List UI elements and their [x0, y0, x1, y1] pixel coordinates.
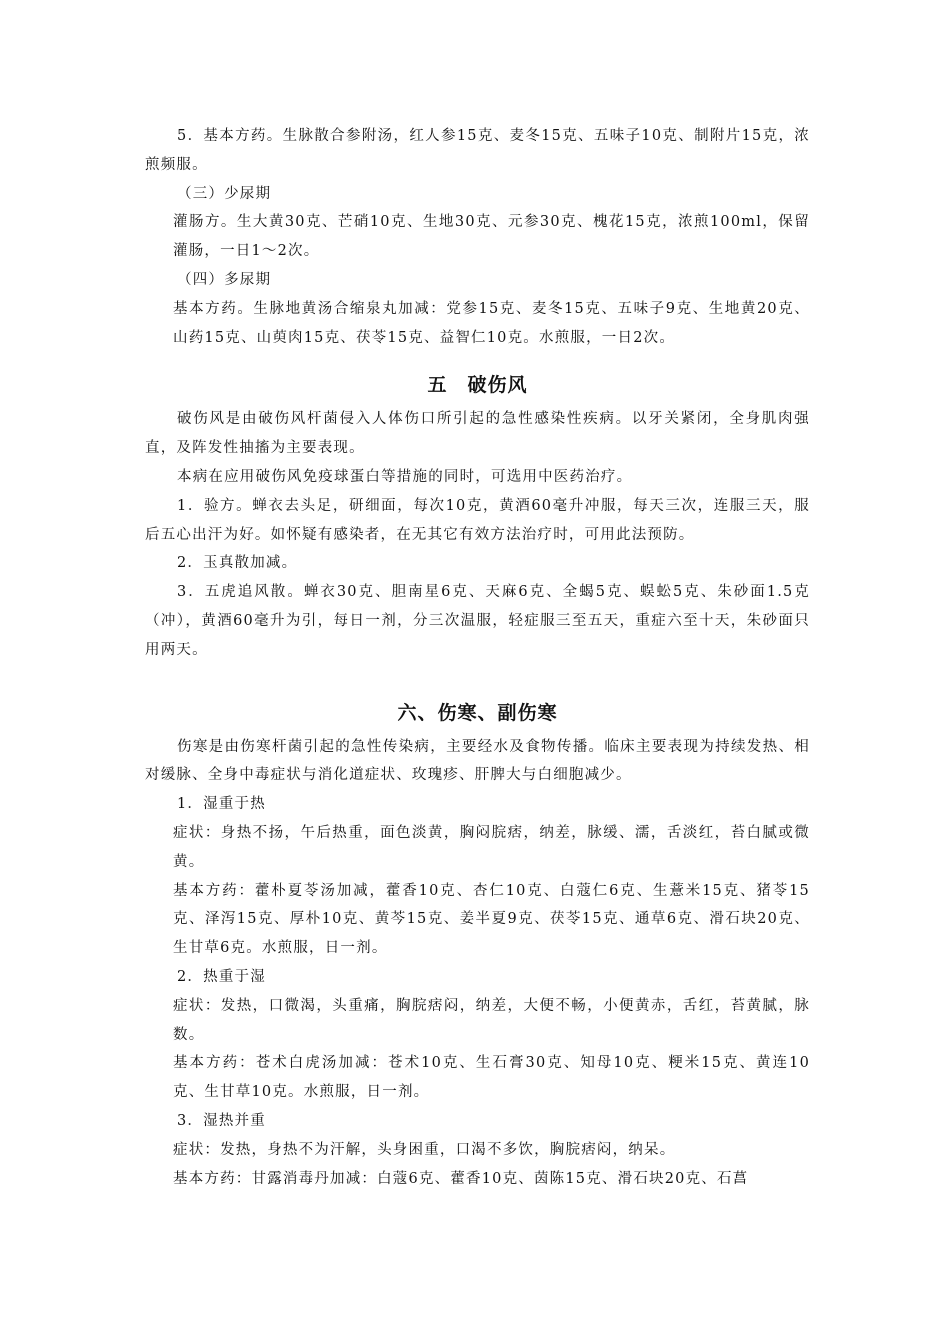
subheading-oliguria-stage: （三）少尿期: [177, 185, 272, 202]
paragraph-tetanus-formula-3: 3．五虎追风散。蝉衣30克、胆南星6克、天麻6克、全蝎5克、蜈蚣5克、朱砂面1.5克（冲），黄酒60毫升为引，每日一剂，分三次温服，轻症服三至五天，重症六至十天，朱砂面只用两天。: [145, 584, 810, 658]
item-heading-heat-over-damp: 2．热重于湿: [177, 968, 266, 985]
section-title-typhoid: 六、伤寒、副伤寒: [397, 701, 558, 724]
paragraph-polyuria-formula: 基本方药。生脉地黄汤合缩泉丸加减：党参15克、麦冬15克、五味子9克、生地黄20克、山药15克、山萸肉15克、茯苓15克、益智仁10克。水煎服，一日2次。: [173, 300, 810, 346]
paragraph-tetanus-definition: 破伤风是由破伤风杆菌侵入人体伤口所引起的急性感染性疾病。以牙关紧闭，全身肌肉强直，及阵发性抽搐为主要表现。: [145, 411, 810, 457]
item-symptoms-damp-over-heat: 症状：身热不扬，午后热重，面色淡黄，胸闷脘痞，纳差，脉缓、濡，舌淡红，苔白腻或微黄。: [173, 824, 810, 870]
item-heading-damp-over-heat: 1．湿重于热: [177, 796, 266, 813]
paragraph-typhoid-definition: 伤寒是由伤寒杆菌引起的急性传染病，主要经水及食物传播。临床主要表现为持续发热、相对缓脉、全身中毒症状与消化道症状、玫瑰疹、肝脾大与白细胞减少。: [145, 738, 810, 784]
item-formula-damp-over-heat: 基本方药：藿朴夏苓汤加减，藿香10克、杏仁10克、白蔻仁6克、生薏米15克、猪苓15克、泽泻15克、厚朴10克、黄芩15克、姜半夏9克、茯苓15克、通草6克、滑石块20克、生甘草6克。水煎服，日一剂。: [173, 882, 810, 957]
item-symptoms-damp-heat-equal: 症状：发热，身热不为汗解，头身困重，口渴不多饮，胸脘痞闷，纳呆。: [173, 1141, 676, 1158]
item-formula-damp-heat-equal: 基本方药：甘露消毒丹加减：白蔻6克、藿香10克、茵陈15克、滑石块20克、石菖: [173, 1170, 749, 1187]
item-heading-damp-heat-equal: 3．湿热并重: [177, 1112, 266, 1129]
section-title-tetanus: 五 破伤风: [427, 374, 528, 397]
document-body: [145, 122, 810, 1193]
item-formula-heat-over-damp: 基本方药：苍术白虎汤加减：苍术10克、生石膏30克、知母10克、粳米15克、黄连10克、生甘草10克。水煎服，日一剂。: [173, 1055, 810, 1101]
paragraph-tetanus-formula-2: 2．玉真散加减。: [177, 555, 298, 572]
paragraph-basic-formula-5: 5．基本方药。生脉散合参附汤，红人参15克、麦冬15克、五味子10克、制附片15克，浓煎频服。: [145, 128, 810, 173]
item-symptoms-heat-over-damp: 症状：发热，口微渴，头重痛，胸脘痞闷，纳差，大便不畅，小便黄赤，舌红，苔黄腻，脉数。: [173, 997, 810, 1043]
paragraph-tetanus-treatment: 本病在应用破伤风免疫球蛋白等措施的同时，可选用中医药治疗。: [177, 468, 633, 485]
paragraph-enema-formula: 灌肠方。生大黄30克、芒硝10克、生地30克、元参30克、槐花15克，浓煎100ml，保留灌肠，一日1～2次。: [173, 214, 810, 260]
paragraph-tetanus-formula-1: 1．验方。蝉衣去头足，研细面，每次10克，黄酒60毫升冲服，每天三次，连服三天，服后五心出汗为好。如怀疑有感染者，在无其它有效方法治疗时，可用此法预防。: [145, 497, 810, 543]
subheading-polyuria-stage: （四）多尿期: [177, 271, 272, 288]
